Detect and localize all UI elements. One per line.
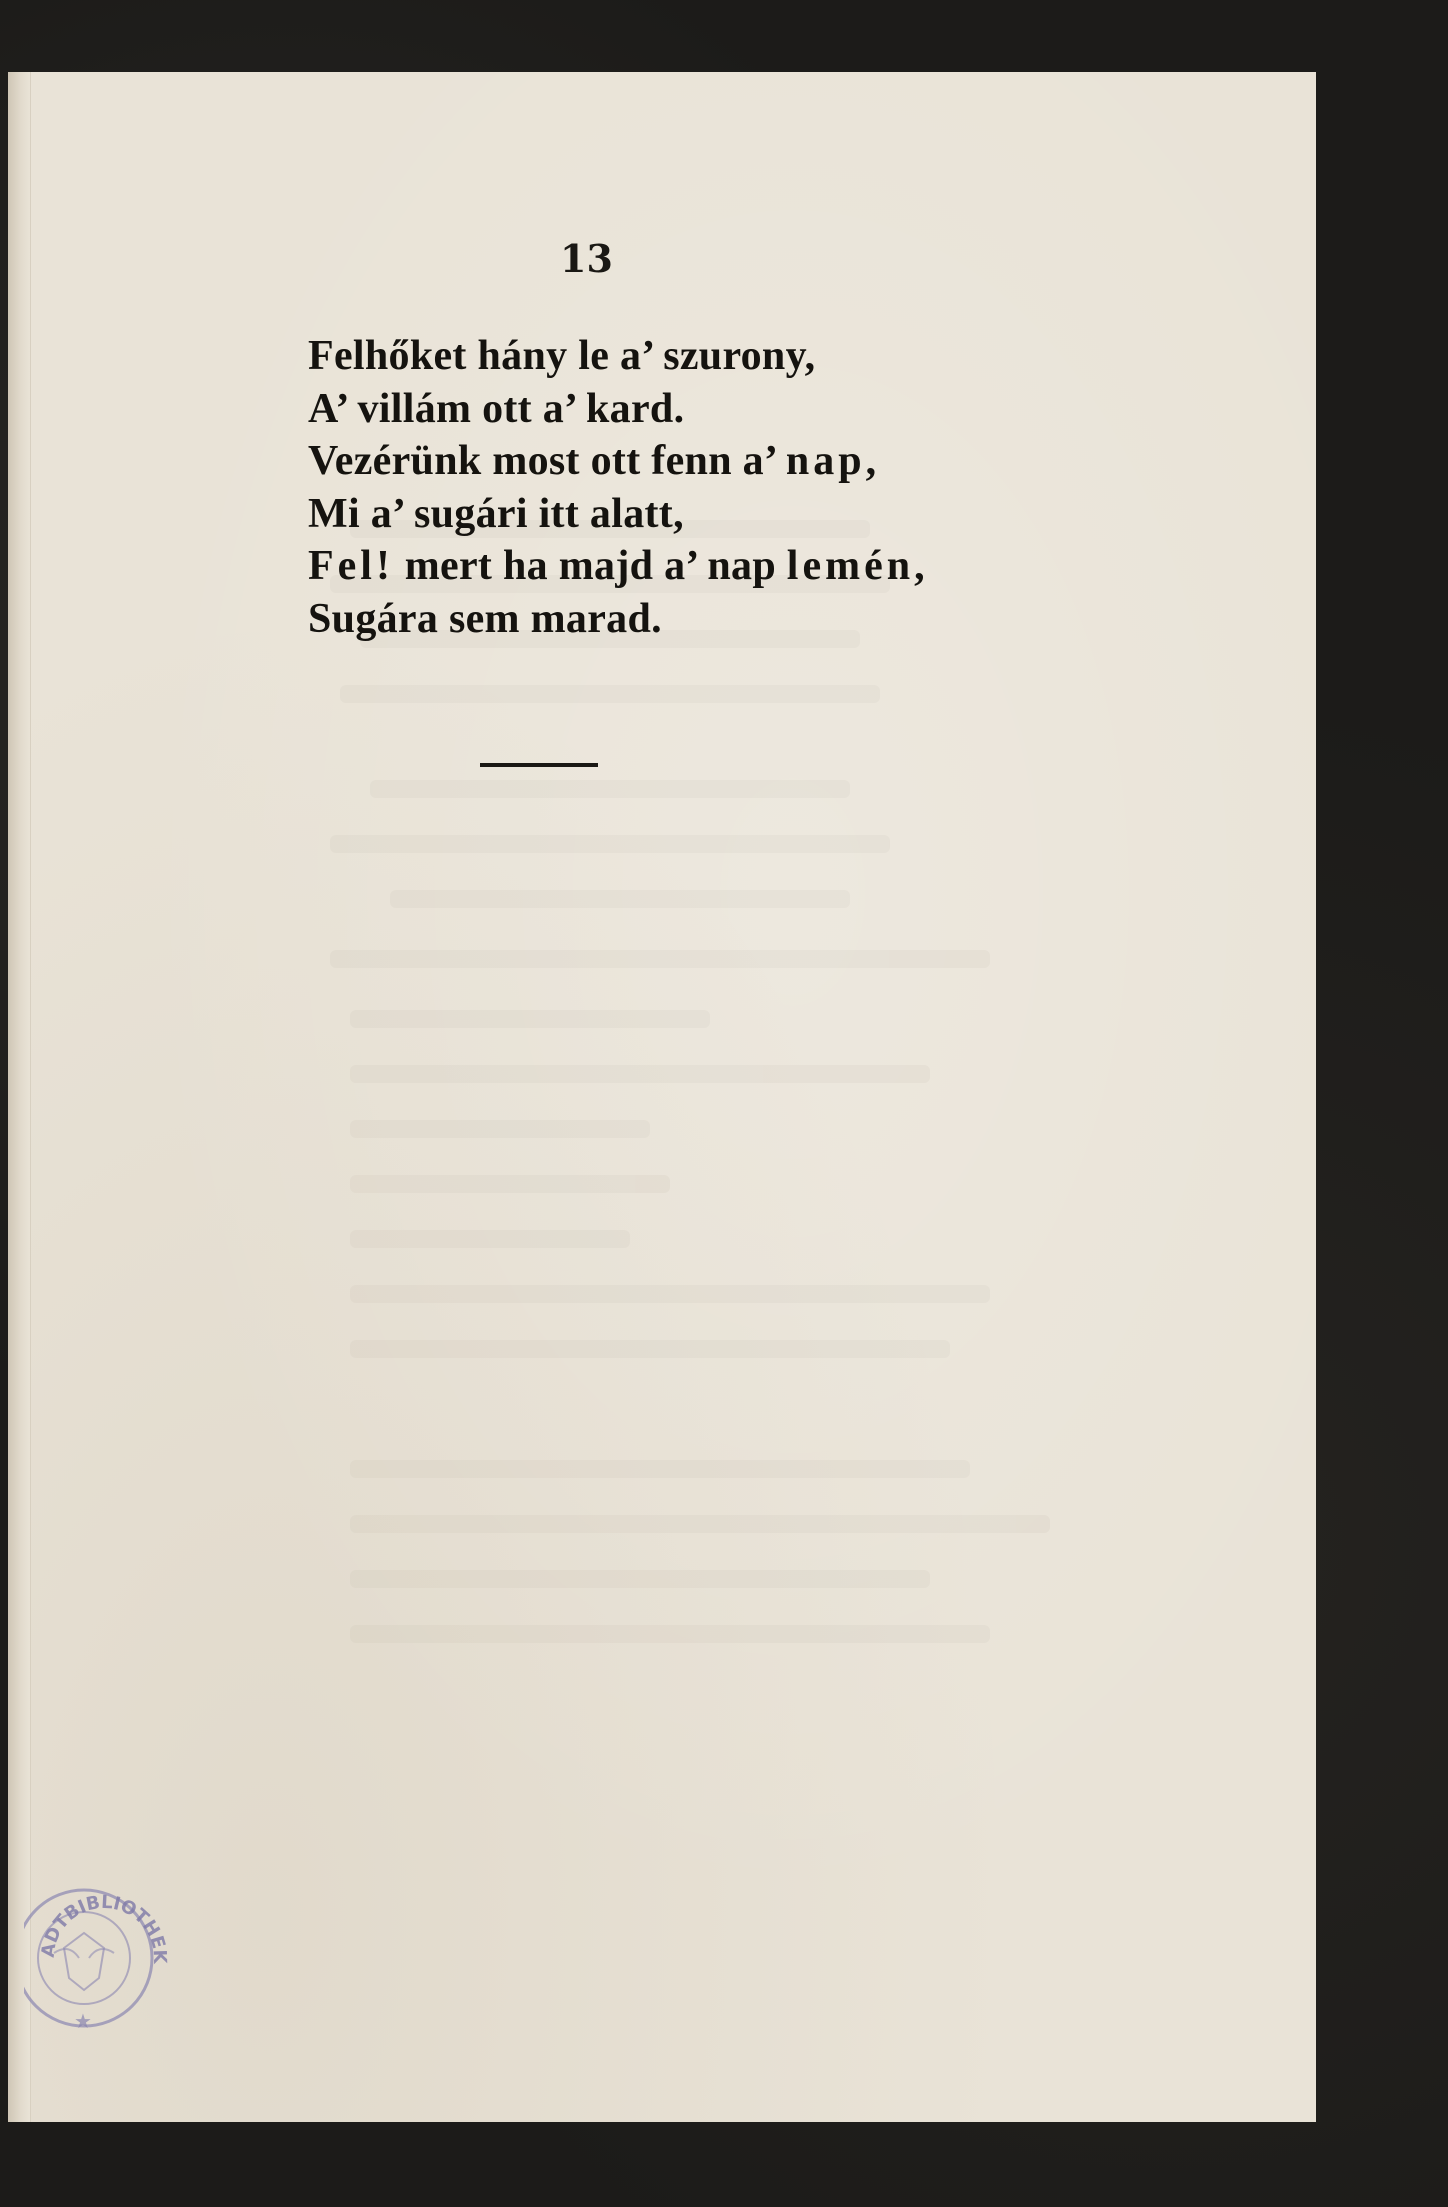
poem-line [308, 435, 925, 488]
section-divider [480, 763, 598, 767]
eagle-crest-icon [24, 1878, 184, 2038]
bleed-through-text [330, 520, 1050, 1750]
poem-line-segment: Vezérünk most ott fenn a’ [308, 438, 786, 484]
poem-stanza [308, 330, 925, 645]
poem-line-segment: , [865, 438, 877, 484]
poem-line: Sugára sem marad. [308, 595, 662, 642]
poem-line: Mi a’ sugári itt alatt, [308, 490, 684, 537]
page-binding-edge [8, 72, 31, 2122]
poem-line: A’ villám ott a’ kard. [308, 385, 685, 432]
emphasized-word: Fel! [308, 543, 394, 589]
poem-line [308, 540, 925, 593]
page-number: 13 [560, 236, 613, 281]
svg-text:★: ★ [74, 2009, 92, 2033]
poem-line-segment: , [914, 543, 925, 589]
library-stamp [24, 1878, 184, 2038]
poem-line-segment: mert ha majd a’ nap [393, 543, 787, 589]
emphasized-word: lemén [786, 543, 915, 589]
emphasized-word: nap [785, 438, 866, 484]
poem-line: Felhőket hány le a’ szurony, [308, 333, 816, 379]
stamp-text: ADTBIBLIOTHEK [37, 1891, 171, 1964]
